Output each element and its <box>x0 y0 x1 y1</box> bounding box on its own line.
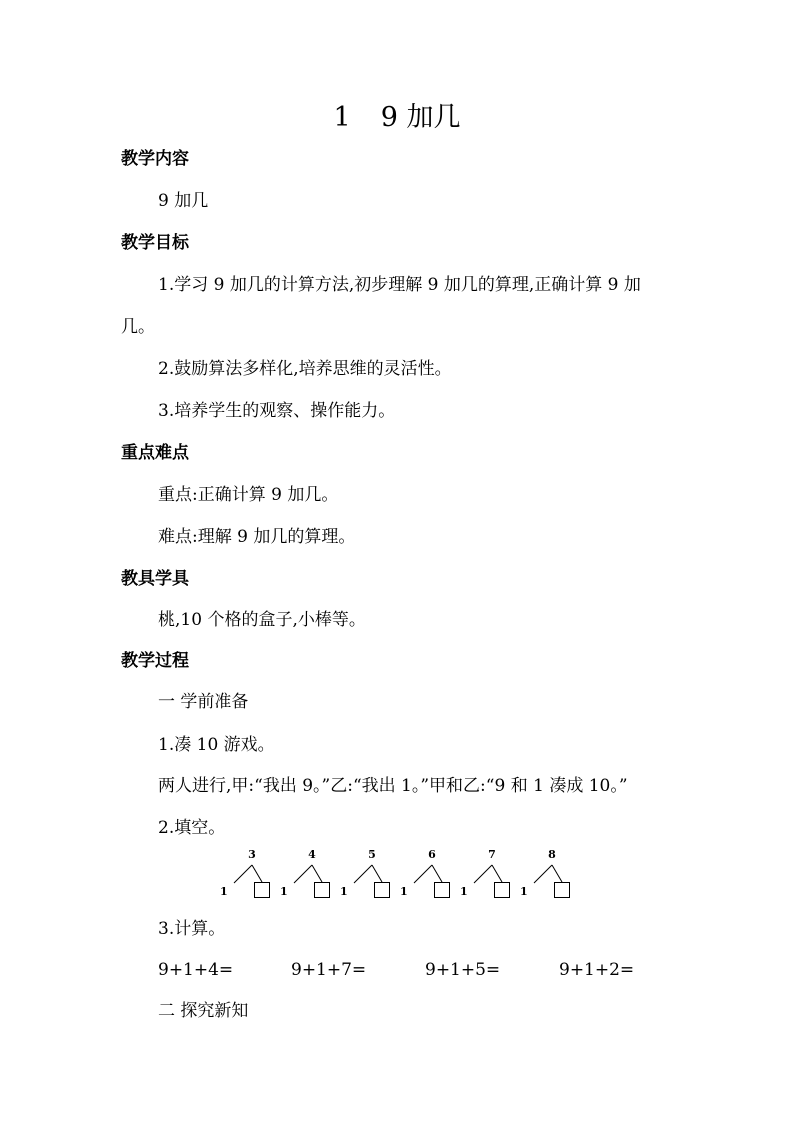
goal-2: 2.鼓励算法多样化,培养思维的灵活性。 <box>158 359 452 379</box>
part-2-heading: 二 探究新知 <box>158 1001 249 1021</box>
tree-left-number: 1 <box>520 885 528 898</box>
decomposition-diagram <box>210 848 590 908</box>
decomposition-tree <box>340 848 400 908</box>
tree-top-number: 8 <box>548 848 556 861</box>
part-1-heading: 一 学前准备 <box>158 692 249 712</box>
calculation-item: 9+1+5= <box>425 960 501 980</box>
tools-text: 桃,10 个格的盒子,小棒等。 <box>158 610 366 630</box>
goal-1-line-2: 几。 <box>121 317 155 337</box>
tree-answer-box <box>434 882 450 898</box>
decomposition-tree <box>400 848 460 908</box>
key-point: 重点:正确计算 9 加几。 <box>158 485 339 505</box>
difficult-point: 难点:理解 9 加几的算理。 <box>158 527 356 547</box>
step-1-text: 两人进行,甲:“我出 9。”乙:“我出 1。”甲和乙:“9 和 1 凑成 10。” <box>158 776 628 796</box>
calculation-item: 9+1+2= <box>559 960 635 980</box>
decomposition-tree <box>460 848 520 908</box>
tree-left-number: 1 <box>280 885 288 898</box>
tree-top-number: 5 <box>368 848 376 861</box>
calculation-item: 9+1+4= <box>158 960 234 980</box>
heading-tools: 教具学具 <box>121 569 189 589</box>
tree-branches <box>280 848 340 908</box>
title-number: 1 <box>333 102 351 133</box>
tree-left-number: 1 <box>460 885 468 898</box>
tree-top-number: 4 <box>308 848 316 861</box>
content-text: 9 加几 <box>158 191 209 211</box>
calculation-item: 9+1+7= <box>291 960 367 980</box>
tree-answer-box <box>314 882 330 898</box>
tree-answer-box <box>554 882 570 898</box>
tree-answer-box <box>494 882 510 898</box>
tree-branches <box>520 848 580 908</box>
step-3: 3.计算。 <box>158 919 226 939</box>
step-2: 2.填空。 <box>158 818 226 838</box>
decomposition-tree <box>520 848 580 908</box>
decomposition-tree <box>220 848 280 908</box>
title-text: 9 加几 <box>380 102 461 133</box>
goal-1-line-1: 1.学习 9 加几的计算方法,初步理解 9 加几的算理,正确计算 9 加 <box>158 275 641 295</box>
tree-left-number: 1 <box>340 885 348 898</box>
tree-top-number: 7 <box>488 848 496 861</box>
heading-key-points: 重点难点 <box>121 443 189 463</box>
tree-answer-box <box>254 882 270 898</box>
tree-top-number: 3 <box>248 848 256 861</box>
page-title <box>0 100 794 136</box>
tree-branches <box>460 848 520 908</box>
goal-3: 3.培养学生的观察、操作能力。 <box>158 401 396 421</box>
step-1: 1.凑 10 游戏。 <box>158 735 275 755</box>
tree-branches <box>220 848 280 908</box>
heading-process: 教学过程 <box>121 651 189 671</box>
tree-top-number: 6 <box>428 848 436 861</box>
tree-left-number: 1 <box>400 885 408 898</box>
heading-content: 教学内容 <box>121 149 189 169</box>
tree-branches <box>340 848 400 908</box>
tree-left-number: 1 <box>220 885 228 898</box>
tree-answer-box <box>374 882 390 898</box>
heading-goals: 教学目标 <box>121 233 189 253</box>
decomposition-tree <box>280 848 340 908</box>
tree-branches <box>400 848 460 908</box>
